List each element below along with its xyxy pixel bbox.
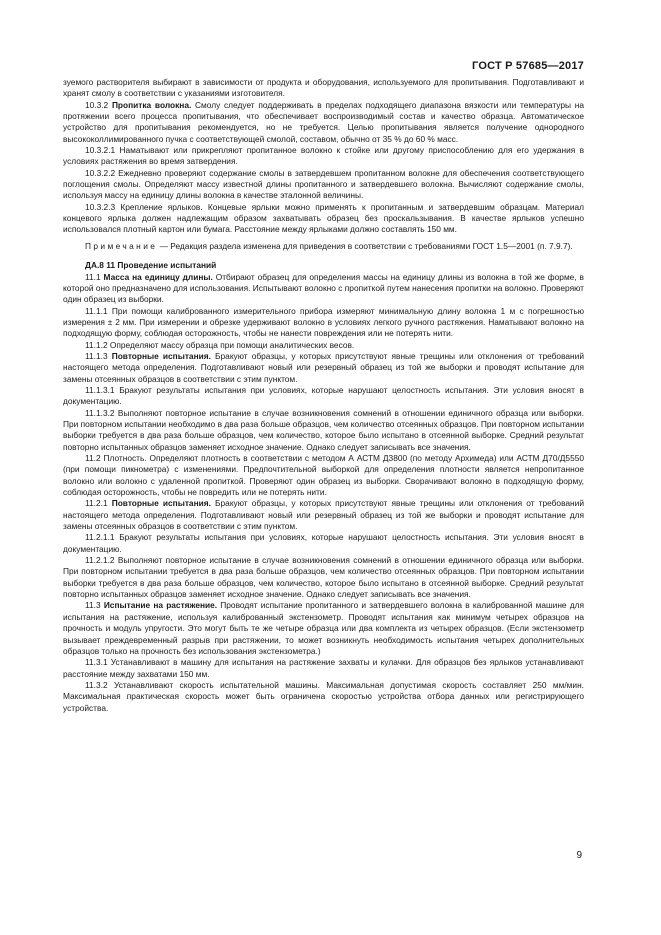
paragraph-11-2: 11.2 Плотность. Определяют плотность в соответствии с методом А АСТМ Д3800 (по методу Архимеда) или АСТМ Д70/Д5550 (при помощи пикнометра) с изменениями. Предпочтительной выборкой для определения плотности является непропитанное волокно или волокно с удаленной пропиткой. Проверяют один образец из выборки. Сворачивают волокно в подходящую форму, соблюдая осторожность, чтобы не повредить или не потерять нити. xyxy=(63,453,584,498)
page-number: 9 xyxy=(576,850,582,861)
clause-title: Испытание на растяжение. xyxy=(103,600,218,611)
note-label: Примечание xyxy=(85,240,158,251)
paragraph-11-3 xyxy=(63,600,584,657)
paragraph-11-1-3 xyxy=(63,351,584,385)
clause-number: 11.3 xyxy=(85,600,104,611)
section-heading: ДА.8 11 Проведение испытаний xyxy=(85,260,217,271)
paragraph-10-3-2-3: 10.3.2.3 Крепление ярлыков. Концевые ярлыки можно применять к пропитанным и затвердевшим образцам. Материал концевого ярлыка должен надлежащим образом захватывать образец без проскальзывания. В качестве ярлыков успешно использовался плотный картон или бумага. Расстояние между ярлыками должно составлять 150 мм. xyxy=(63,201,584,235)
clause-title: Пропитка волокна. xyxy=(111,99,192,110)
clause-number: 10.3.2 xyxy=(85,99,112,110)
note-text: — Редакция раздела изменена для приведения в соответствии с требованиями ГОСТ 1.5—2001 (п. 7.9.7). xyxy=(157,240,573,251)
clause-text: Бракуют образцы, у которых присутствуют явные трещины или отклонения от требований настоящего метода определения. Подготавливают новый или резервный образец из той же выборки и проводят испытание для замены отсеянных образцов в соответствии с этим пунктом. xyxy=(63,350,584,384)
paragraph-11-2-1-1: 11.2.1.1 Бракуют результаты испытания при условиях, которые нарушают целостность испытания. Эти условия вносят в документацию. xyxy=(63,532,584,554)
clause-title: Повторные испытания. xyxy=(111,498,211,509)
paragraph-10-3-2-2: 10.3.2.2 Ежедневно проверяют содержание смолы в затвердевшем пропитанном волокне для обеспечения соответствующего поглощения смолы. Определяют массу известной длины пропитанного и затвердевшего волокна. Вычисляют содержание смолы, используя массу на единицу длины волокна в качестве эталонной величины. xyxy=(63,167,584,201)
paragraph-11-2-1-2: 11.2.1.2 Выполняют повторное испытание в случае возникновения сомнений в отношении единичного образца или выборки. При повторном испытании требуется в два раза больше образцов, чем количество отсеянных образцов. При повторном испытании выборки требуется в два раза больше образцов, чем количество, которое было испытано в отсеянной выборке. Средний результат повторно испытанных образцов заменяет исходное значение. Однако следует записывать все значения. xyxy=(63,555,584,600)
paragraph-11-1-3-2: 11.1.3.2 Выполняют повторное испытание в случае возникновения сомнений в отношении единичного образца или выборки. При повторном испытании необходимо в два раза больше образцов, чем количество отсеянных образцов. При повторном испытании выборки требуется в два раза больше образцов, чем количество, которое было испытано в отсеянной выборке. Средний результат повторно испытанных образцов заменяет исходное значение. Однако следует записывать все значения. xyxy=(63,407,584,452)
note xyxy=(63,241,584,252)
page-body xyxy=(63,77,584,714)
paragraph-11-1-2: 11.1.2 Определяют массу образца при помощи аналитических весов. xyxy=(85,339,355,350)
clause-text: Бракуют образцы, у которых присутствуют явные трещины или отклонения от требований настоящего метода определения. Подготавливают новый или резервный образец из той же выборки и проводят испытание для замены отсеянных образцов в соответствии с этим пунктом. xyxy=(63,498,584,532)
paragraph-11-1-1: 11.1.1 При помощи калиброванного измерительного прибора измеряют минимальную длину волокна 1 м с погрешностью измерения ± 2 мм. При измерении и обрезке удерживают волокно в условиях легкого ручного растяжения. Наматывают волокно на подходящую форму, соблюдая осторожность, чтобы не нанести повреждения или не потерять нити. xyxy=(63,305,584,339)
clause-number: 11.1 xyxy=(85,271,104,282)
clause-text: Отбирают образец для определения массы на единицу длины из волокна в той же форме, в которой оно предназначено для использования. Испытывают волокно с пропиткой путем нанесения пропитки на волокно. Проверяют один образец из выборки. xyxy=(63,271,584,305)
paragraph-11-1-3-1: 11.1.3.1 Бракуют результаты испытания при условиях, которые нарушают целостность испытания. Эти условия вносят в документацию. xyxy=(63,384,584,407)
paragraph-10-3-2 xyxy=(63,100,584,145)
clause-text: Проводят испытание пропитанного и затвердевшего волокна в калиброванной машине для испытания на растяжение, используя калиброванный экстензометр. Проводят испытания как минимум четырех образцов на прочность и модуль упругости. Это могут быть те же четыре образца или два комплекта из четырех образцов. (Если экстензометр вызывает преждевременный разрыв при растяжении, то может возникнуть необходимость испытания четырех дополнительных образцов только на прочность без использования экстензометра.) xyxy=(63,600,584,656)
clause-title: Масса на единицу длины. xyxy=(103,271,213,282)
paragraph-11-3-1: 11.3.1 Устанавливают в машину для испытания на растяжение захваты и кулачки. Для образцов без ярлыков устанавливают расстояние между захватами 150 мм. xyxy=(63,657,584,679)
clause-number: 11.2.1 xyxy=(85,498,112,509)
paragraph-continuation: зуемого растворителя выбирают в зависимости от продукта и оборудования, используемого для пропитывания. Подготавливают и хранят смолу в соответствии с указаниями изготовителя. xyxy=(63,77,584,99)
paragraph-11-2-1 xyxy=(63,498,584,532)
clause-number: 11.1.3 xyxy=(85,350,112,361)
paragraph-11-3-2: 11.3.2 Устанавливают скорость испытательной машины. Максимальная допустимая скорость составляет 250 мм/мин. Максимальная практическая скорость может быть ограничена скоростью устройства отбора данных или регистрирующего устройства. xyxy=(63,679,584,713)
paragraph-10-3-2-1: 10.3.2.1 Наматывают или прикрепляют пропитанное волокно к стойке или другому приспособлению для его удержания в условиях растяжения во время затвердения. xyxy=(63,145,584,167)
paragraph-11-1 xyxy=(63,272,584,306)
document-id: ГОСТ Р 57685—2017 xyxy=(472,60,584,72)
clause-title: Повторные испытания. xyxy=(111,350,211,361)
clause-text: Смолу следует поддерживать в пределах подходящего диапазона вязкости или температуры на протяжении всего процесса пропитывания, что обеспечивает воспроизводимый состав и качество образца. Автоматическое устройство для пропитывания рекомендуется, но не требуется. Целью пропитывания является получение однородного высококоллимированного пучка с соответствующей смолой, составом, обычно от 35 % до 60 % масс. xyxy=(63,99,584,144)
